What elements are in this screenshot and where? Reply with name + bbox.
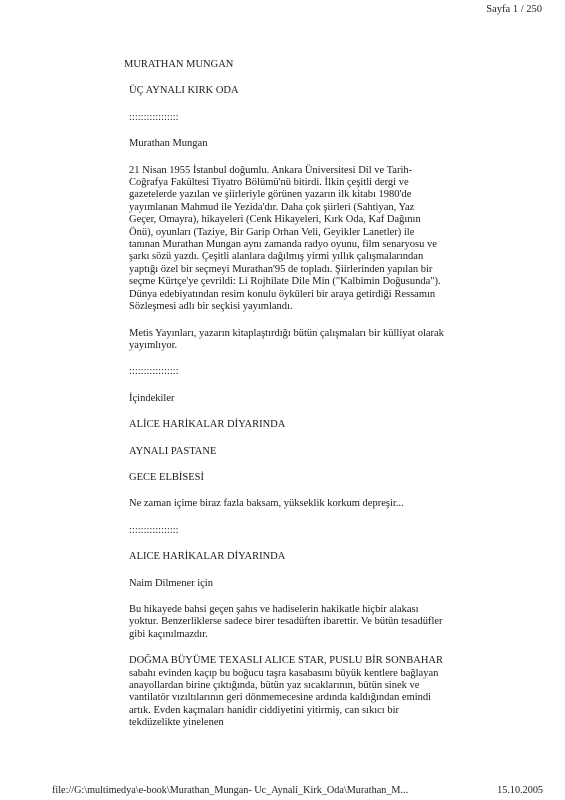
toc-label: İçindekiler [129,392,175,404]
book-author: MURATHAN MUNGAN [124,59,234,70]
page-footer [52,785,543,796]
opening-paragraph: DOĞMA BÜYÜME TEXASLI ALICE STAR, PUSLU BİR SONBAHAR sabahı evinden kaçıp bu boğucu taşra kasabasını büyük kentlere bağlayan anayollardan birine çıktığında, bütün yaz sıcaklarının, bütün sinek ve vantilatör vızıltılarının geri dönmemecesine ardında kaldığından emindi artık. Evden kaçmaları hanidir ciddiyetini yitirmiş, can sıkıcı bir tekdüzelikte yinelenen [129,655,443,729]
epigraph: Ne zaman içime biraz fazla baksam, yükseklik korkum depreşir... [129,498,404,510]
bio-paragraph: 21 Nisan 1955 İstanbul doğumlu. Ankara Üniversitesi Dil ve Tarih-Coğrafya Fakültesi Tiyatro Bölümü'nü bitirdi. İlkin çeşitli dergi ve gazetelerde yazılan ve şiirleriyle görünen yazarın ilk kitabı 1980'de yayımlanan Mahmud ile Yezida'dır. Daha çok şiirleri (Sahtiyan, Yaz Geçer, Omayra), hikayeleri (Cenk Hikayeleri, Kırk Oda, Kaf Dağının Önü), oyunları (Taziye, Bir Garip Orhan Veli, Geyikler Lanetler) ile tanınan Murathan Mungan aynı zamanda radyo oyunu, film senaryosu ve şarkı sözü yazdı. Çeşitli alanlara dağılmış yirmi yıllık çalışmalarından yaptığı özel bir seçmeyi Murathan'95 de topladı. Şiirlerinden yapılan bir seçme Kürtçe'ye çevrildi: Li Rojhilate Dile Min ("Kalbimin Doğusunda"). Dünya edebiyatından resim konulu öyküleri bir araya getirdiği Ressamın Sözleşmesi adlı bir seçkisi yayımlandı. [129,164,441,313]
book-title: ÜÇ AYNALI KIRK ODA [129,85,239,97]
footer-date: 15.10.2005 [497,785,543,796]
page-counter: Sayfa 1 / 250 [486,4,542,15]
author-name: Murathan Mungan [129,138,208,150]
separator-3: ::::::::::::::::: [129,524,179,536]
separator-1: ::::::::::::::::: [129,111,179,123]
toc-item: ALİCE HARİKALAR DİYARINDA [129,419,286,431]
footer-file-path: file://G:\multimedya\e-book\Murathan_Mungan- Uc_Aynali_Kirk_Oda\Murathan_M... [52,785,409,796]
toc-item: GECE ELBİSESİ [129,471,204,483]
separator-2: ::::::::::::::::: [129,366,179,378]
document-body [124,59,444,730]
publisher-paragraph: Metis Yayınları, yazarın kitaplaştırdığı bütün çalışmaları bir külliyat olarak yayımlıyor. [129,327,444,351]
toc-item: AYNALI PASTANE [129,445,217,457]
dedication: Naim Dilmener için [129,577,213,589]
disclaimer-paragraph: Bu hikayede bahsi geçen şahıs ve hadiselerin hakikatle hiçbir alakası yoktur. Benzerliklerse sadece birer tesadüften ibarettir. Ve bütün tesadüfler gibi kaçınılmazdır. [129,603,443,640]
chapter-title: ALICE HARİKALAR DİYARINDA [129,551,286,563]
